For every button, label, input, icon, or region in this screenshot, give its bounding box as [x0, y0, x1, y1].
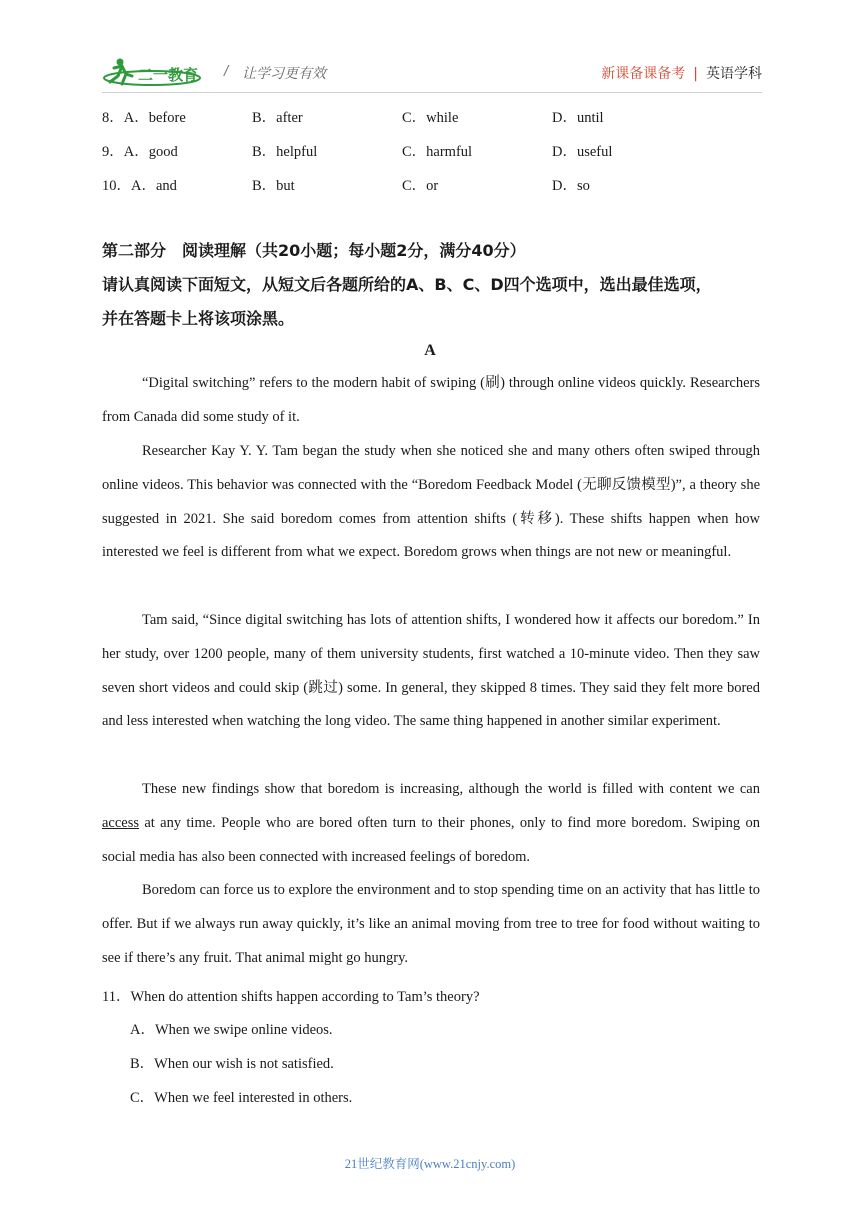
passage-paragraph: Boredom can force us to explore the environment and to stop spending time on an activity that has little to offer. But if we always run away quickly, it’s like an animal moving from tree to tree for food without waiting to see if there’s any fruit. That animal might go hungry.: [102, 882, 760, 966]
option-c: C．while: [402, 110, 459, 126]
page-header: [102, 54, 762, 90]
option-b: B．but: [252, 178, 295, 194]
passage-paragraph: Tam said, “Since digital switching has lots of attention shifts, I wondered how it affects our boredom.” In her study, over 1200 people, many of them university students, first watched a 10-minute video. Then they saw seven short videos and could skip (跳过) some. In general, they skipped 8 times. They said they felt more bored and less interested when watching the long video. The same thing happened in another similar experiment.: [102, 612, 760, 730]
option-b: B．helpful: [252, 144, 318, 160]
option-c: C．harmful: [402, 144, 473, 160]
logo: [102, 56, 214, 88]
option-a: 10．A．and: [102, 178, 177, 194]
cloze-option-row: [102, 174, 762, 194]
paragraph-text: at any time. People who are bored often turn to their phones, only to find more boredom. Swiping on social media has also been connected with increased feelings of boredom.: [102, 814, 760, 865]
option-c: C．or: [402, 178, 439, 194]
section-instruction: 请认真阅读下面短文，从短文后各题所给的A、B、C、D四个选项中，选出最佳选项，: [102, 275, 712, 294]
slogan: 让学习更有效: [242, 66, 326, 82]
paragraph-text: These new findings show that boredom is increasing, although the world is filled with content we can: [142, 781, 760, 797]
option-d: D．useful: [552, 144, 613, 160]
option-b: B．after: [252, 110, 303, 126]
logo-text: 二一教育: [138, 66, 199, 84]
question-option-b: B．When our wish is not satisfied.: [130, 1056, 334, 1072]
option-a: 9．A．good: [102, 144, 178, 160]
passage-paragraph: Researcher Kay Y. Y. Tam began the study when she noticed she and many others often swiped through online videos. This behavior was connected with the “Boredom Feedback Model (无聊反馈模型)”, a theory she suggested in 2021. She said boredom comes from attention shifts (转移). These shifts happen when how interested we feel is different from what we expect. Boredom grows when things are not new or meaningful.: [102, 443, 760, 561]
header-course-label: 新课备课备考: [601, 66, 686, 82]
slogan-divider: /: [224, 63, 229, 80]
option-d: D．so: [552, 178, 590, 194]
passage-paragraph: [102, 773, 760, 874]
section-instruction: 并在答题卡上将该项涂黑。: [102, 309, 295, 328]
passage-title: A: [424, 342, 436, 359]
section-title: 第二部分 阅读理解（共20小题；每小题2分，满分40分）: [102, 241, 526, 260]
cloze-option-row: [102, 106, 762, 126]
header-divider: |: [693, 66, 698, 82]
question-option-c: C．When we feel interested in others.: [130, 1090, 353, 1106]
passage-paragraph: “Digital switching” refers to the modern habit of swiping (刷) through online videos quickly. Researchers from Canada did some study of it.: [102, 375, 760, 425]
header-subject-label: 英语学科: [706, 66, 762, 82]
underlined-word: access: [102, 814, 140, 831]
option-d: D．until: [552, 110, 604, 126]
option-a: 8．A．before: [102, 110, 186, 126]
header-subject: [601, 63, 762, 83]
cloze-option-row: [102, 140, 762, 160]
question-stem: 11．When do attention shifts happen according to Tam’s theory?: [102, 989, 480, 1005]
header-rule: [102, 92, 762, 93]
question-option-a: A．When we swipe online videos.: [130, 1022, 333, 1038]
page-footer: 21世纪教育网(www.21cnjy.com): [344, 1157, 516, 1171]
